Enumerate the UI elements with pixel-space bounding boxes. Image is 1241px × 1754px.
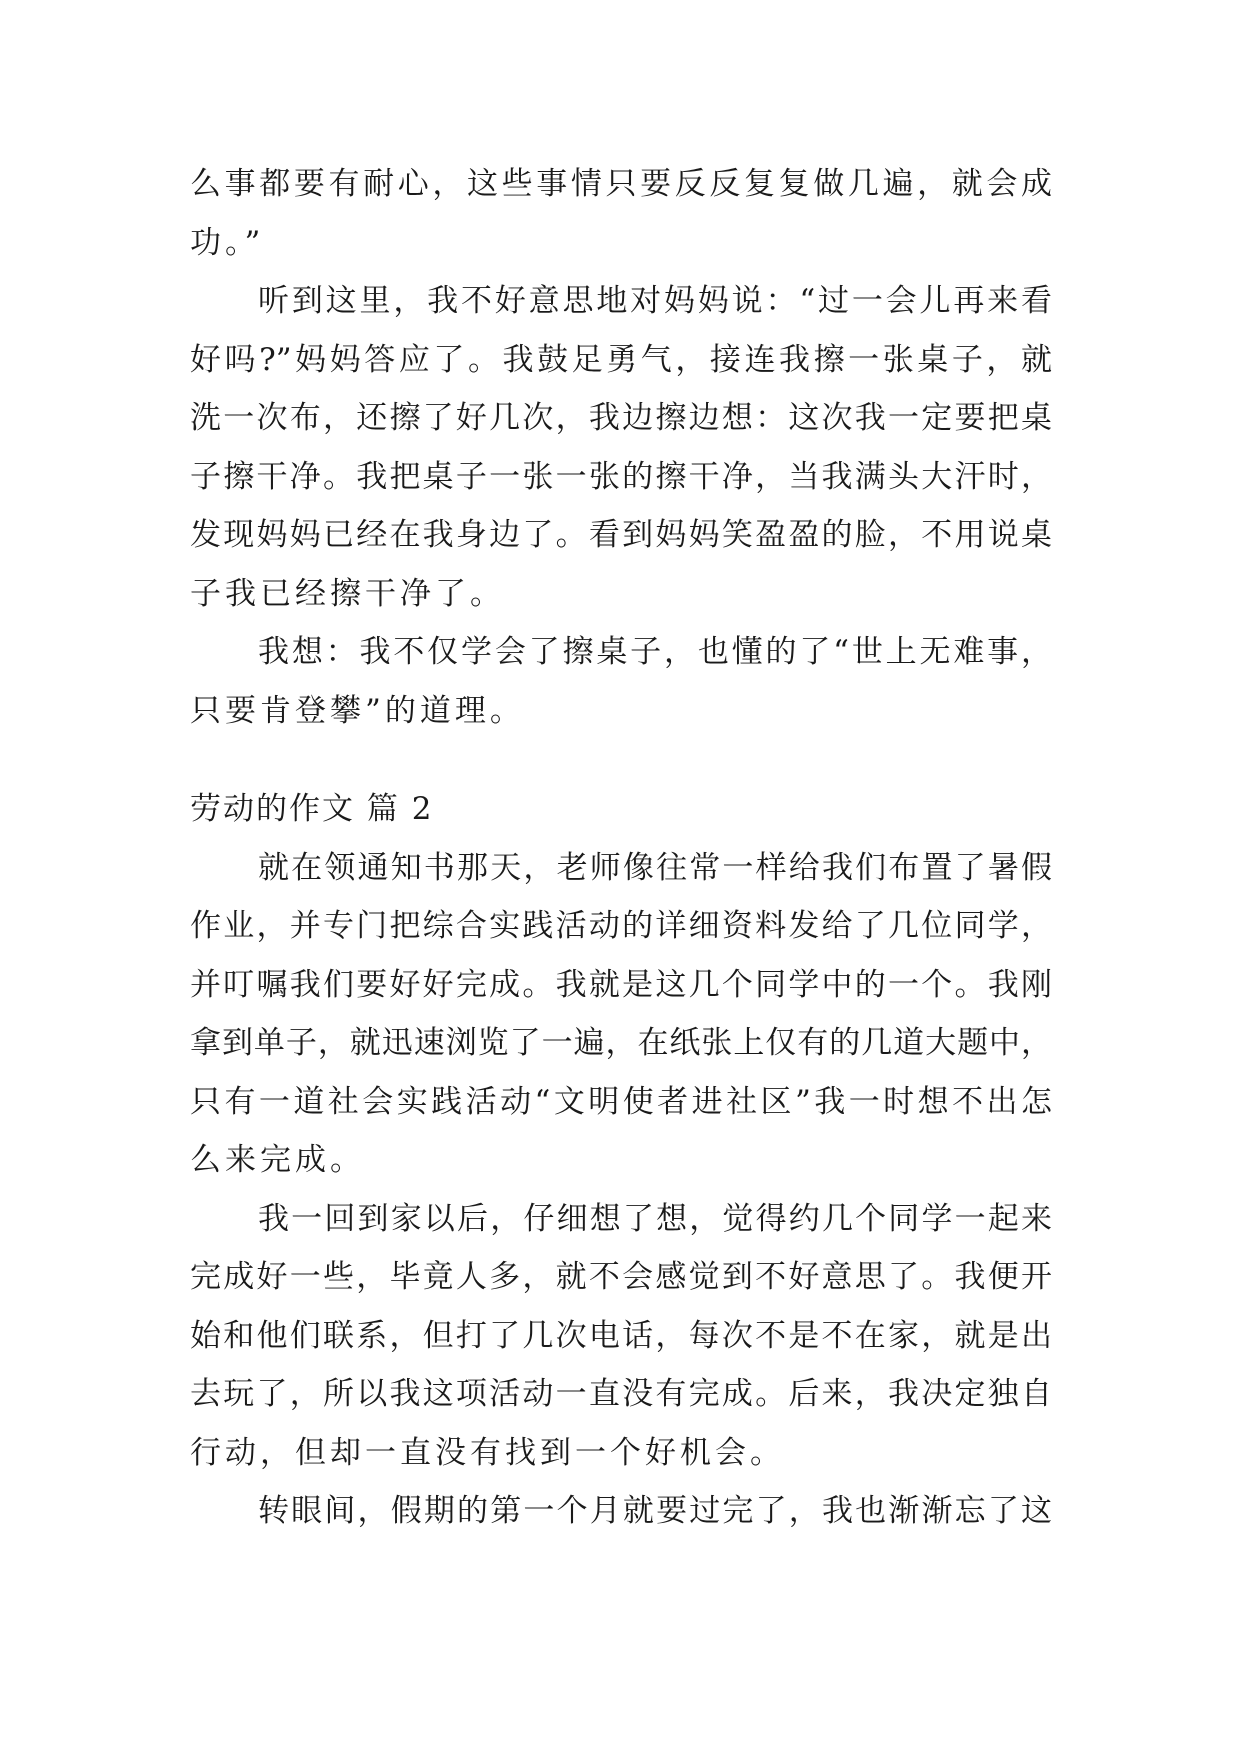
text-line: 转眼间，假期的第一个月就要过完了，我也渐渐忘了这	[258, 1493, 1052, 1529]
text-line: 好吗?”妈妈答应了。我鼓足勇气，接连我擦一张桌子，就	[190, 341, 1052, 378]
text-line: 去玩了，所以我这项活动一直没有完成。后来，我决定独自	[190, 1376, 1052, 1412]
text-line: 我一回到家以后，仔细想了想，觉得约几个同学一起来	[258, 1200, 1052, 1237]
section-heading: 劳动的作文 篇 2	[190, 791, 434, 827]
text-line: 洗一次布，还擦了好几次，我边擦边想：这次我一定要把桌	[190, 400, 1052, 436]
document-page	[190, 155, 1052, 1541]
text-line: 只要肯登攀”的道理。	[190, 692, 525, 729]
text-line: 发现妈妈已经在我身边了。看到妈妈笑盈盈的脸，不用说桌	[190, 517, 1052, 553]
text-line: 我想：我不仅学会了擦桌子，也懂的了“世上无难事，	[258, 634, 1052, 670]
text-line: 功。”	[190, 224, 265, 261]
paragraph	[190, 1482, 1052, 1541]
paragraph	[190, 1190, 1052, 1483]
paragraph-continued	[190, 155, 1052, 272]
paragraph	[190, 623, 1052, 740]
text-line: 子擦干净。我把桌子一张一张的擦干净，当我满头大汗时，	[190, 458, 1052, 495]
paragraph	[190, 272, 1052, 623]
text-line: 听到这里，我不好意思地对妈妈说：“过一会儿再来看	[258, 283, 1052, 319]
text-line: 行动，但却一直没有找到一个好机会。	[190, 1434, 785, 1471]
text-line: 只有一道社会实践活动“文明使者进社区”我一时想不出怎	[190, 1083, 1052, 1120]
text-line: 么事都要有耐心，这些事情只要反反复复做几遍，就会成	[190, 166, 1052, 202]
text-line: 拿到单子，就迅速浏览了一遍，在纸张上仅有的几道大题中，	[190, 1025, 1052, 1061]
text-line: 完成好一些，毕竟人多，就不会感觉到不好意思了。我便开	[190, 1259, 1052, 1295]
text-line: 作业，并专门把综合实践活动的详细资料发给了几位同学，	[190, 908, 1052, 944]
text-line: 么来完成。	[190, 1142, 365, 1178]
paragraph	[190, 839, 1052, 1190]
text-line: 就在领通知书那天，老师像往常一样给我们布置了暑假	[258, 849, 1052, 886]
text-line: 始和他们联系，但打了几次电话，每次不是不在家，就是出	[190, 1317, 1052, 1354]
text-line: 并叮嘱我们要好好完成。我就是这几个同学中的一个。我刚	[190, 966, 1052, 1003]
text-line: 子我已经擦干净了。	[190, 575, 505, 612]
